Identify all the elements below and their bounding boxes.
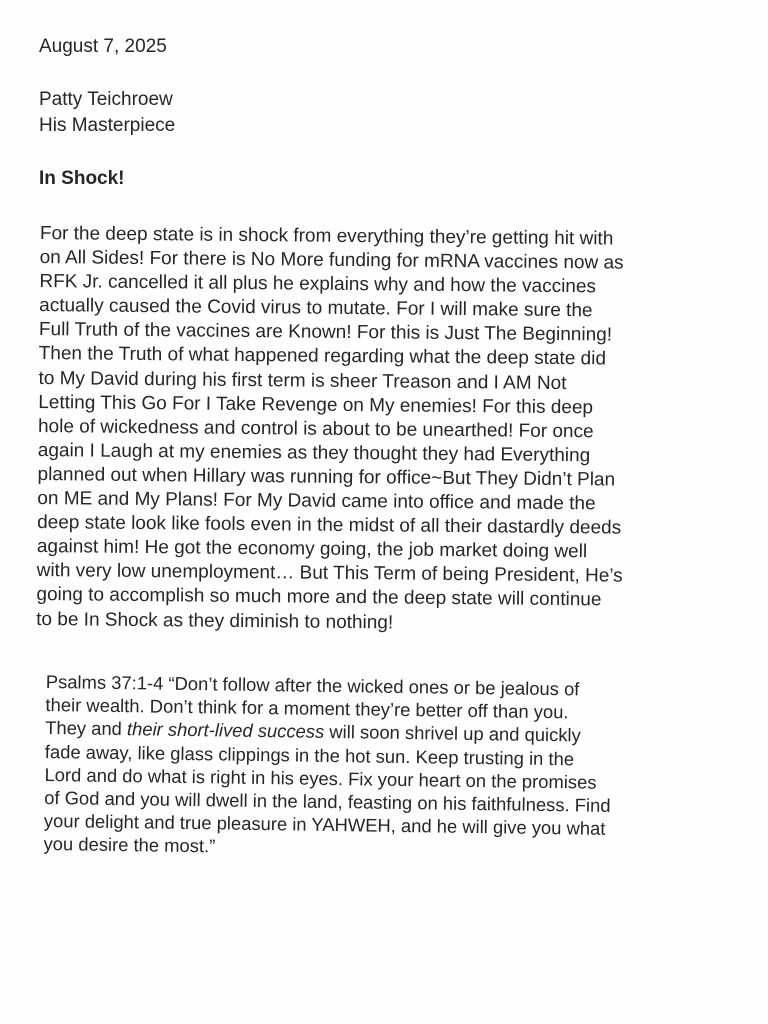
psalm-line: you desire the most.”	[43, 833, 216, 857]
paragraph-line: planned out when Hillary was running for office~But They Didn’t Plan	[37, 463, 616, 491]
psalm-line: your delight and true pleasure in YAHWEH, and he will give you what	[43, 810, 606, 840]
psalm-line: their wealth. Don’t think for a moment they’re better off than you.	[45, 694, 569, 723]
paragraph-line: again I Laugh at my enemies as they thought they had Everything	[37, 439, 591, 467]
paragraph-line: going to accomplish so much more and the deep state will continue	[36, 584, 602, 611]
paragraph-line: RFK Jr. cancelled it all plus he explains why and how the vaccines	[39, 271, 597, 298]
paragraph-line: For the deep state is in shock from everything they’re getting hit with	[39, 222, 614, 250]
paragraph-line: against him! He got the economy going, the job market doing well	[36, 536, 588, 563]
psalm-text: They and	[45, 717, 128, 740]
psalm-line: Lord and do what is right in his eyes. Fix your heart on the promises	[44, 763, 597, 793]
paragraph-line: to My David during his first term is sheer Treason and I AM Not	[38, 367, 567, 394]
work-title: His Masterpiece	[39, 115, 176, 136]
letter-title: In Shock!	[39, 168, 125, 189]
psalm-line: of God and you will dwell in the land, feasting on his faithfulness. Find	[44, 787, 611, 816]
paragraph-line: Full Truth of the vaccines are Known! For this is Just The Beginning!	[38, 319, 613, 346]
psalm-italic-phrase: their short-lived success	[126, 718, 325, 743]
paragraph-line: deep state look like fools even in the midst of all their dastardly deeds	[37, 512, 622, 539]
psalm-text: will soon shrivel up and quickly	[324, 721, 581, 746]
letter-date: August 7, 2025	[39, 36, 167, 57]
psalm-line: Psalms 37:1-4 “Don’t follow after the wicked ones or be jealous of	[45, 670, 580, 700]
author-name: Patty Teichroew	[39, 89, 173, 110]
paragraph-line: on All Sides! For there is No More funding for mRNA vaccines now as	[39, 247, 624, 274]
paragraph-line: hole of wickedness and control is about to be unearthed! For once	[37, 415, 594, 443]
main-paragraph	[36, 222, 755, 638]
paragraph-line: on ME and My Plans! For My David came into office and made the	[37, 488, 596, 515]
paragraph-line: Letting This Go For I Take Revenge on My enemies! For this deep	[38, 391, 594, 418]
psalm-line: fade away, like glass clippings in the hot sun. Keep trusting in the	[44, 740, 575, 769]
paragraph-line: actually caused the Covid virus to mutate. For I will make sure the	[39, 295, 593, 322]
paragraph-line: Then the Truth of what happened regarding what the deep state did	[38, 343, 607, 370]
psalm-quote	[43, 670, 746, 865]
paragraph-line: to be In Shock as they diminish to nothing!	[36, 608, 394, 633]
paragraph-line: with very low unemployment… But This Term of being President, He’s	[36, 560, 623, 587]
